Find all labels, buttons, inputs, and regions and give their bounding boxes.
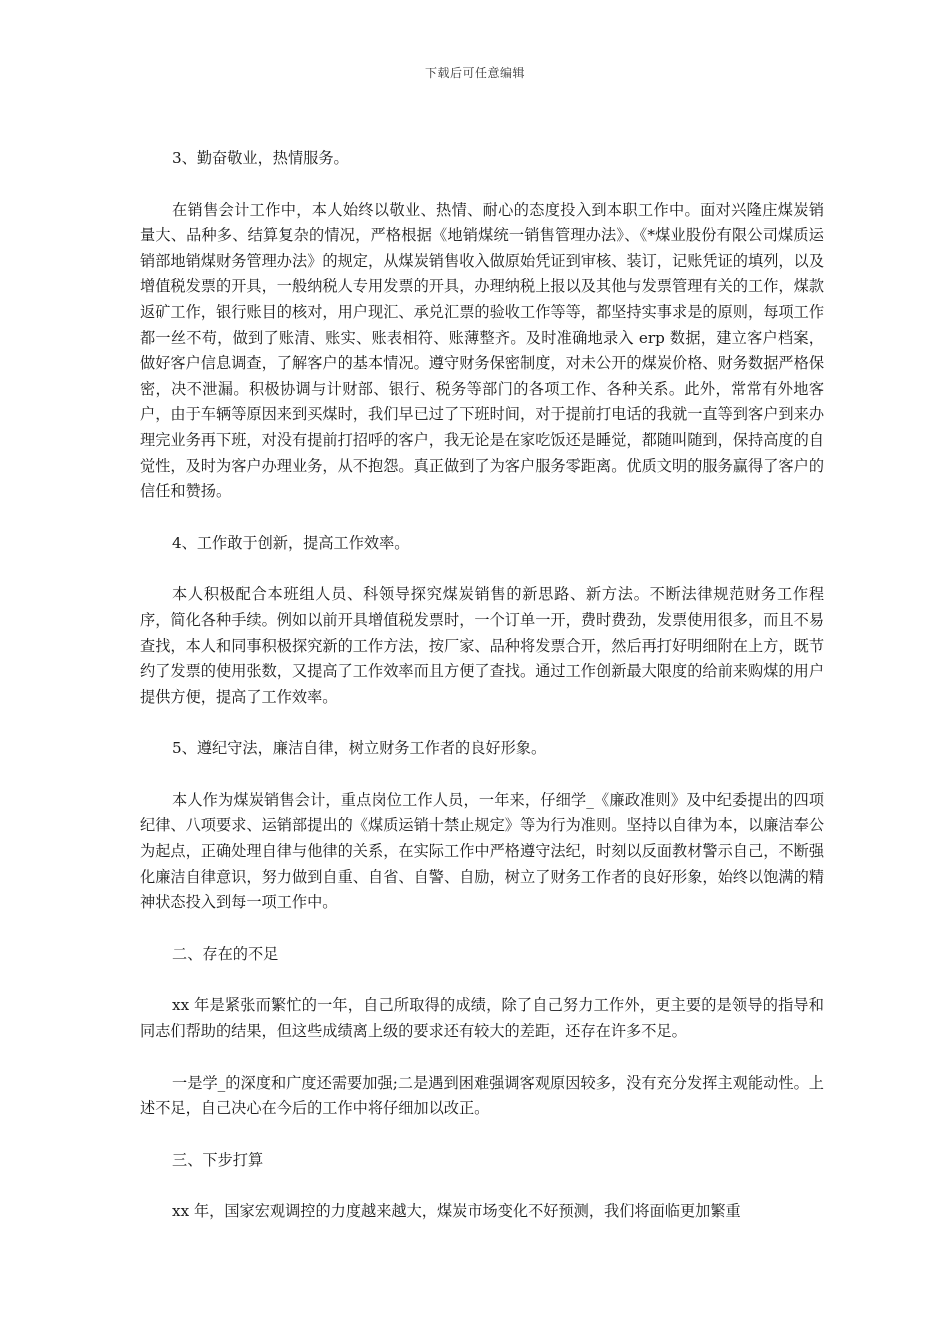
document-body bbox=[140, 146, 824, 1225]
paragraph-service: 在销售会计工作中，本人始终以敬业、热情、耐心的态度投入到本职工作中。面对兴隆庄煤炭销量大、品种多、结算复杂的情况，严格根据《地销煤统一销售管理办法》、《*煤业股份有限公司煤质运销部地销煤财务管理办法》的规定，从煤炭销售收入做原始凭证到审核、装订，记账凭证的填列，以及增值税发票的开具，一般纳税人专用发票的开具，办理纳税上报以及其他与发票管理有关的工作，煤款返矿工作，银行账目的核对，用户现汇、承兑汇票的验收工作等等，都坚持实事求是的原则，每项工作都一丝不苟，做到了账清、账实、账表相符、账薄整齐。及时准确地录入 erp 数据，建立客户档案，做好客户信息调查，了解客户的基本情况。遵守财务保密制度，对未公开的煤炭价格、财务数据严格保密，决不泄漏。积极协调与计财部、银行、税务等部门的各项工作、各种关系。此外，常常有外地客户，由于车辆等原因来到买煤时，我们早已过了下班时间，对于提前打电话的我就一直等到客户到来办理完业务再下班，对没有提前打招呼的客户，我无论是在家吃饭还是睡觉，都随叫随到，保持高度的自觉性，及时为客户办理业务，从不抱怨。真正做到了为客户服务零距离。优质文明的服务赢得了客户的信任和赞扬。 bbox=[140, 200, 824, 501]
section-heading-shortcomings: 二、存在的不足 bbox=[172, 944, 279, 963]
section-heading-3: 3、勤奋敬业，热情服务。 bbox=[172, 149, 349, 167]
page-header: 下载后可任意编辑 bbox=[424, 66, 525, 80]
section-heading-plan: 三、下步打算 bbox=[172, 1150, 264, 1169]
paragraph-innovation: 本人积极配合本班组人员、科领导探究煤炭销售的新思路、新方法。不断法律规范财务工作程序，简化各种手续。例如以前开具增值税发票时，一个订单一开，费时费劲，发票使用很多，而且不易查找，本人和同事积极探究新的工作方法，按厂家、品种将发票合开，然后再打好明细附在上方，既节约了发票的使用张数，又提高了工作效率而且方便了查找。通过工作创新最大限度的给前来购煤的用户提供方便，提高了工作效率。 bbox=[140, 585, 824, 706]
section-heading-4: 4、工作敢于创新，提高工作效率。 bbox=[172, 533, 410, 552]
paragraph-discipline: 本人作为煤炭销售会计，重点岗位工作人员，一年来，仔细学_《廉政准则》及中纪委提出的四项纪律、八项要求、运销部提出的《煤质运销十禁止规定》等为行为准则。坚持以自律为本，以廉洁奉公为起点，正确处理自律与他律的关系，在实际工作中严格遵守法纪，时刻以反面教材警示自己，不断强化廉洁自律意识，努力做到自重、自省、自警、自励，树立了财务工作者的良好形象，始终以饱满的精神状态投入到每一项工作中。 bbox=[140, 790, 824, 912]
paragraph-shortcomings-2: 一是学_的深度和广度还需要加强;二是遇到困难强调客观原因较多，没有充分发挥主观能动性。上述不足，自己决心在今后的工作中将仔细加以改正。 bbox=[140, 1073, 824, 1118]
paragraph-plan: xx 年，国家宏观调控的力度越来越大，煤炭市场变化不好预测，我们将面临更加繁重 bbox=[172, 1202, 741, 1221]
section-heading-5: 5、遵纪守法，廉洁自律，树立财务工作者的良好形象。 bbox=[172, 739, 547, 758]
paragraph-shortcomings-1: xx 年是紧张而繁忙的一年，自己所取得的成绩，除了自己努力工作外，更主要的是领导的指导和同志们帮助的结果，但这些成绩离上级的要求还有较大的差距，还存在许多不足。 bbox=[140, 996, 824, 1041]
